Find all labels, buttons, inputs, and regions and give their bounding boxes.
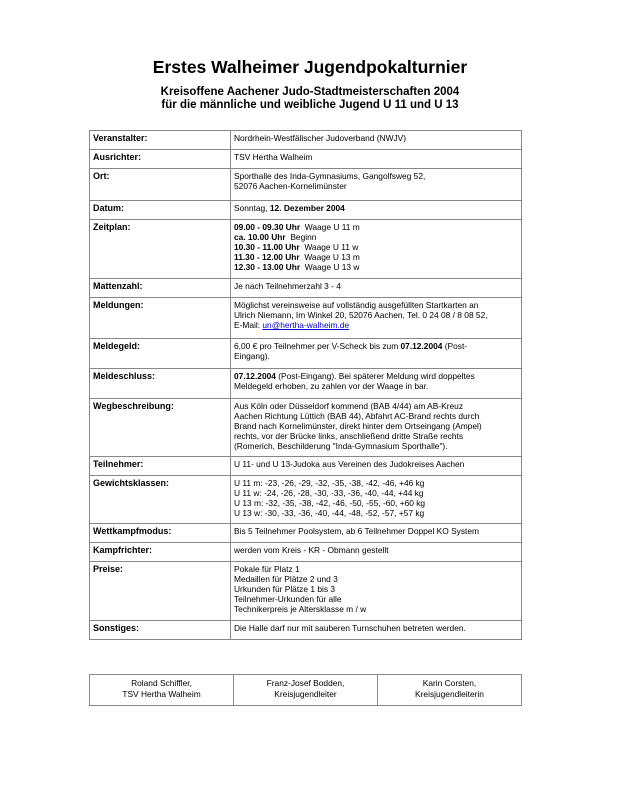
value-veranstalter: Nordrhein-Westfälischer Judoverband (NWJV) xyxy=(231,131,522,150)
preise-line: Medaillen für Plätze 2 und 3 xyxy=(234,574,338,584)
value-mattenzahl: Je nach Teilnehmerzahl 3 - 4 xyxy=(231,279,522,298)
value-zeitplan xyxy=(231,220,522,279)
row-teilnehmer xyxy=(90,457,522,476)
value-ort xyxy=(231,169,522,201)
wegbeschreibung-line: Brand nach Kornelimünster, direkt hinter dem Ortseingang (Ampel) xyxy=(234,421,482,431)
label-preise: Preise: xyxy=(90,562,231,621)
wegbeschreibung-line: rechts, vor der Brücke links, anschließend dritte Straße rechts xyxy=(234,431,464,441)
row-kampfrichter xyxy=(90,543,522,562)
signature-name: Roland Schiffler, xyxy=(131,678,192,688)
ort-line-1: Sporthalle des Inda-Gymnasiums, Gangolfsweg 52, xyxy=(234,171,426,181)
meldegeld-part-2: (Post- xyxy=(442,341,468,351)
meldeschluss-date: 07.12.2004 xyxy=(234,371,276,381)
row-preise xyxy=(90,562,522,621)
signature-role: Kreisjugendleiter xyxy=(274,689,337,699)
value-ausrichter: TSV Hertha Walheim xyxy=(231,150,522,169)
zeitplan-item xyxy=(234,242,518,252)
value-wettkampfmodus: Bis 5 Teilnehmer Poolsystem, ab 6 Teilnehmer Doppel KO System xyxy=(231,524,522,543)
signature-cell xyxy=(90,675,234,706)
label-meldungen: Meldungen: xyxy=(90,298,231,339)
row-datum xyxy=(90,201,522,220)
subtitle-line-2: für die männliche und weibliche Jugend U 11 und U 13 xyxy=(161,99,459,111)
label-wegbeschreibung: Wegbeschreibung: xyxy=(90,399,231,457)
subtitle-line-1: Kreisoffene Aachener Judo-Stadtmeisterschaften 2004 xyxy=(160,86,460,98)
row-meldeschluss xyxy=(90,369,522,399)
zeitplan-item xyxy=(234,262,518,272)
zeitplan-text: Waage U 13 m xyxy=(304,252,360,262)
label-meldeschluss: Meldeschluss: xyxy=(90,369,231,399)
value-gewichtsklassen xyxy=(231,476,522,524)
signature-cell xyxy=(378,675,522,706)
zeitplan-text: Beginn xyxy=(290,232,317,242)
ort-line-2: 52076 Aachen-Kornelimünster xyxy=(234,181,347,191)
zeitplan-time: 09.00 - 09.30 Uhr xyxy=(234,222,301,232)
document-title: Erstes Walheimer Jugendpokalturnier xyxy=(152,57,468,77)
meldeschluss-line-1 xyxy=(234,371,518,381)
label-veranstalter: Veranstalter: xyxy=(90,131,231,150)
zeitplan-text: Waage U 11 w xyxy=(304,242,359,252)
label-zeitplan: Zeitplan: xyxy=(90,220,231,279)
row-mattenzahl xyxy=(90,279,522,298)
value-sonstiges: Die Halle darf nur mit sauberen Turnschuhen betreten werden. xyxy=(231,621,522,640)
preise-line: Technikerpreis je Altersklasse m / w xyxy=(234,604,367,614)
value-preise xyxy=(231,562,522,621)
zeitplan-time: 11.30 - 12.00 Uhr xyxy=(234,252,300,262)
signature-name: Franz-Josef Bodden, xyxy=(266,678,345,688)
meldeschluss-line-2: Meldegeld erhoben, zu zahlen vor der Waage in bar. xyxy=(234,381,429,391)
wegbeschreibung-line: Aachen Richtung Lüttich (BAB 44), Abfahrt AC-Brand rechts durch xyxy=(234,411,480,421)
value-meldeschluss xyxy=(231,369,522,399)
row-wettkampfmodus xyxy=(90,524,522,543)
row-wegbeschreibung xyxy=(90,399,522,457)
row-sonstiges xyxy=(90,621,522,640)
signature-name: Karin Corsten, xyxy=(422,678,477,688)
preise-line: Pokale für Platz 1 xyxy=(234,564,300,574)
meldungen-line-1: Möglichst vereinsweise auf vollständig ausgefüllten Startkarten an xyxy=(234,300,479,310)
zeitplan-item xyxy=(234,252,518,262)
signature-table xyxy=(89,674,522,706)
document-subtitle xyxy=(0,86,620,112)
value-wegbeschreibung xyxy=(231,399,522,457)
signature-role: TSV Hertha Walheim xyxy=(122,689,201,699)
value-kampfrichter: werden vom Kreis - KR - Obmann gestellt xyxy=(231,543,522,562)
meldeschluss-part-1: (Post-Eingang). Bei späterer Meldung wird doppeltes xyxy=(275,371,475,381)
signature-row xyxy=(90,675,522,706)
gewichtsklasse-line: U 13 m: -32, -35, -38, -42, -46, -50, -55, -60, +60 kg xyxy=(234,498,426,508)
wegbeschreibung-line: (Romerich, Beschilderung "Inda-Gymnasium Sporthalle"). xyxy=(234,441,448,451)
zeitplan-text: Waage U 13 w xyxy=(304,262,360,272)
label-kampfrichter: Kampfrichter: xyxy=(90,543,231,562)
row-meldegeld xyxy=(90,339,522,369)
datum-date: 12. Dezember 2004 xyxy=(269,203,345,213)
row-ort xyxy=(90,169,522,201)
label-teilnehmer: Teilnehmer: xyxy=(90,457,231,476)
label-wettkampfmodus: Wettkampfmodus: xyxy=(90,524,231,543)
label-datum: Datum: xyxy=(90,201,231,220)
meldegeld-line-2: Eingang). xyxy=(234,351,270,361)
meldegeld-date: 07.12.2004 xyxy=(400,341,443,351)
row-meldungen xyxy=(90,298,522,339)
email-prefix: E-Mail: xyxy=(234,320,263,330)
label-gewichtsklassen: Gewichtsklassen: xyxy=(90,476,231,524)
gewichtsklasse-line: U 11 m: -23, -26, -29, -32, -35, -38, -42, -46, +46 kg xyxy=(234,478,425,488)
zeitplan-time: 12.30 - 13.00 Uhr xyxy=(234,262,301,272)
meldungen-line-2: Ulrich Niemann, Im Winkel 20, 52076 Aachen, Tel. 0 24 08 / 8 08 52, xyxy=(234,310,488,320)
signature-cell xyxy=(234,675,378,706)
row-ausrichter xyxy=(90,150,522,169)
value-teilnehmer: U 11- und U 13-Judoka aus Vereinen des Judokreises Aachen xyxy=(231,457,522,476)
zeitplan-item xyxy=(234,232,518,242)
label-sonstiges: Sonstiges: xyxy=(90,621,231,640)
label-meldegeld: Meldegeld: xyxy=(90,339,231,369)
label-ort: Ort: xyxy=(90,169,231,201)
preise-line: Urkunden für Plätze 1 bis 3 xyxy=(234,584,336,594)
zeitplan-text: Waage U 11 m xyxy=(304,222,360,232)
value-datum xyxy=(231,201,522,220)
zeitplan-time: 10.30 - 11.00 Uhr xyxy=(234,242,300,252)
email-link[interactable]: un@hertha-walheim.de xyxy=(262,320,350,330)
meldungen-email-line xyxy=(234,320,518,330)
preise-line: Teilnehmer-Urkunden für alle xyxy=(234,594,342,604)
value-meldungen xyxy=(231,298,522,339)
zeitplan-item xyxy=(234,222,518,232)
wegbeschreibung-line: Aus Köln oder Düsseldorf kommend (BAB 4/44) am AB-Kreuz xyxy=(234,401,464,411)
row-gewichtsklassen xyxy=(90,476,522,524)
value-meldegeld xyxy=(231,339,522,369)
gewichtsklasse-line: U 13 w: -30, -33, -36, -40, -44, -48, -52, -57, +57 kg xyxy=(234,508,425,518)
info-table xyxy=(89,130,522,640)
zeitplan-time: ca. 10.00 Uhr xyxy=(234,232,286,242)
label-ausrichter: Ausrichter: xyxy=(90,150,231,169)
meldegeld-line-1 xyxy=(234,341,518,351)
meldegeld-part-1: 6,00 € pro Teilnehmer per V-Scheck bis zum xyxy=(234,341,401,351)
row-veranstalter xyxy=(90,131,522,150)
datum-prefix: Sonntag, xyxy=(234,203,270,213)
label-mattenzahl: Mattenzahl: xyxy=(90,279,231,298)
gewichtsklasse-line: U 11 w: -24, -26, -28, -30, -33, -36, -40, -44, +44 kg xyxy=(234,488,424,498)
signature-role: Kreisjugendleiterin xyxy=(415,689,484,699)
row-zeitplan xyxy=(90,220,522,279)
